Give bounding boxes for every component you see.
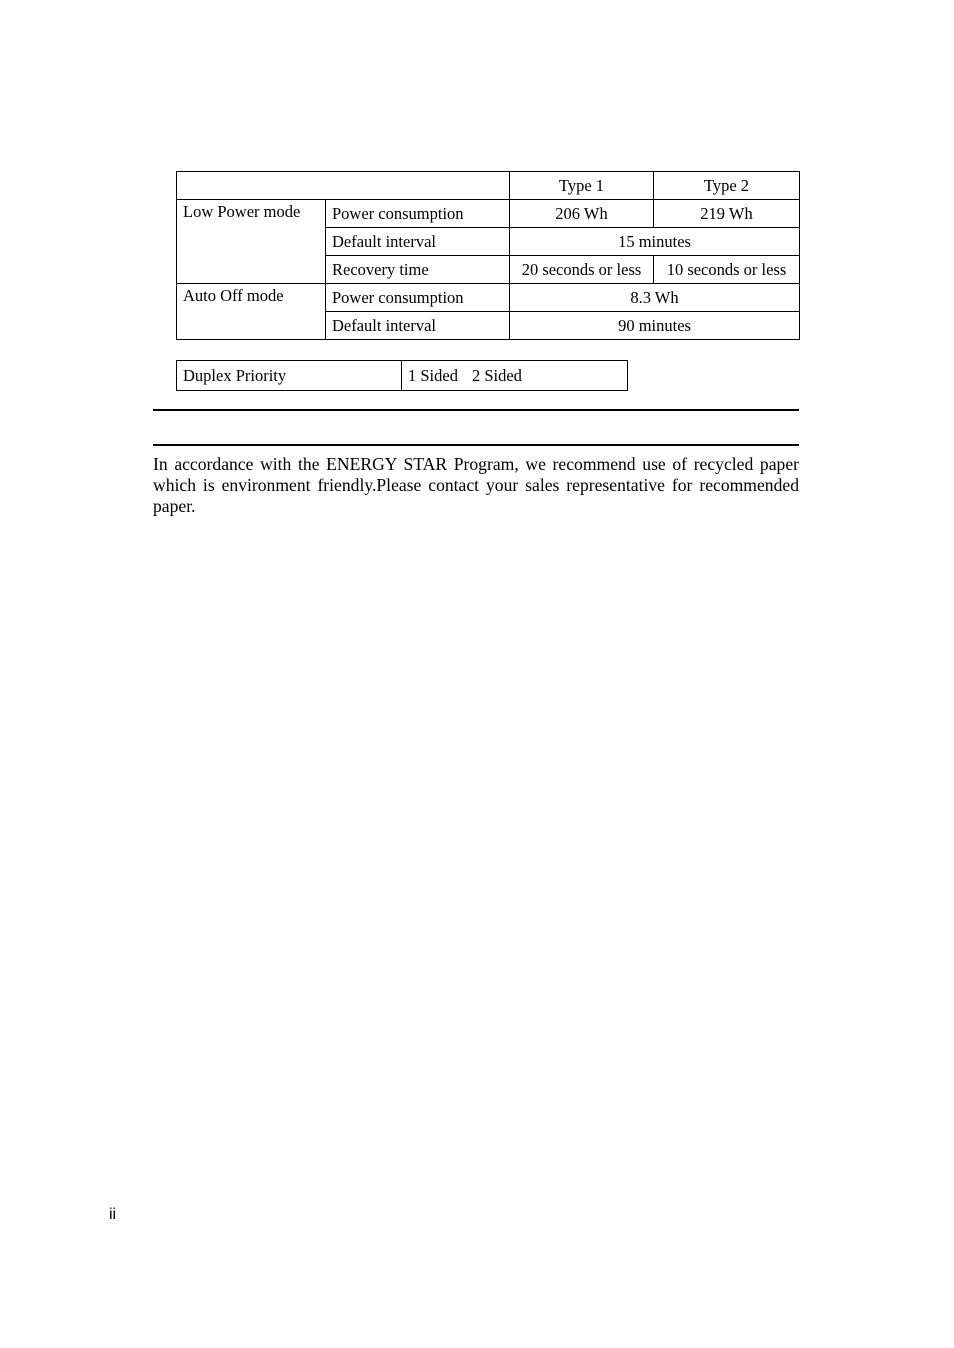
auto-off-mode-label: Auto Off mode	[177, 284, 326, 340]
header-type1: Type 1	[510, 172, 654, 200]
auto-off-interval-label: Default interval	[326, 312, 510, 340]
duplex-option-1-sided: 1 Sided	[408, 365, 458, 385]
auto-off-consumption-label: Power consumption	[326, 284, 510, 312]
section-divider	[153, 409, 799, 411]
header-blank-cell	[177, 172, 510, 200]
recovery-time-type1: 20 seconds or less	[510, 256, 654, 284]
auto-off-consumption-value: 8.3 Wh	[510, 284, 800, 312]
low-power-consumption-label: Power consumption	[326, 200, 510, 228]
table-header-row	[177, 172, 800, 200]
table-row	[177, 200, 800, 228]
table-row	[177, 284, 800, 312]
low-power-interval-value: 15 minutes	[510, 228, 800, 256]
table-row	[177, 361, 628, 391]
low-power-mode-label: Low Power mode	[177, 200, 326, 284]
auto-off-interval-value: 90 minutes	[510, 312, 800, 340]
low-power-consumption-type2: 219 Wh	[654, 200, 800, 228]
section-divider	[153, 444, 799, 446]
recovery-time-type2: 10 seconds or less	[654, 256, 800, 284]
header-type2: Type 2	[654, 172, 800, 200]
low-power-consumption-type1: 206 Wh	[510, 200, 654, 228]
low-power-interval-label: Default interval	[326, 228, 510, 256]
duplex-priority-label: Duplex Priority	[177, 361, 402, 391]
duplex-option-2-sided: 2 Sided	[471, 365, 522, 385]
energy-spec-table	[176, 171, 800, 340]
duplex-priority-options	[402, 361, 628, 391]
recycled-paper-note: In accordance with the ENERGY STAR Program, we recommend use of recycled paper which is environment friendly.Please contact your sales representative for recommended paper.	[153, 454, 799, 516]
duplex-priority-table	[176, 360, 628, 391]
page-number: ii	[109, 1206, 117, 1223]
recovery-time-label: Recovery time	[326, 256, 510, 284]
